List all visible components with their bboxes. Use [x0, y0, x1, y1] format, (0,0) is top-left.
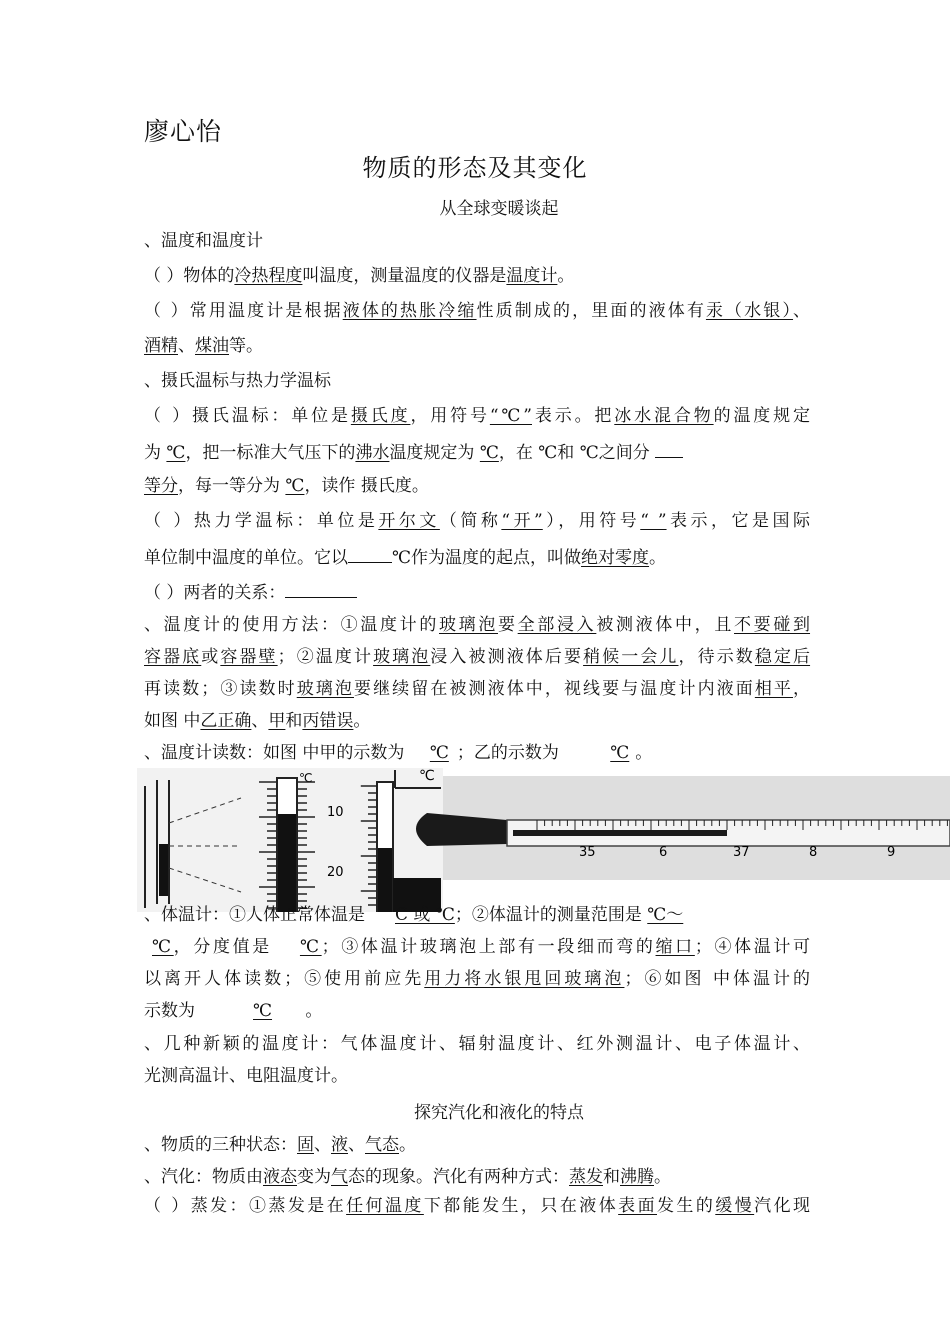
para-scales-heading: 、摄氏温标与热力学温标 [144, 371, 331, 391]
unit-label-b: ℃ [419, 768, 435, 784]
thermometer-figure [137, 768, 950, 912]
para-scale-relation: （ ）两者的关系： [144, 579, 810, 603]
para-temperature-definition: （ ）物体的冷热程度叫温度，测量温度的仪器是温度计。 [144, 266, 575, 286]
para-celsius-scale-2: 为 ℃，把一标准大气压下的沸水温度规定为 ℃，在 ℃和 ℃之间分 [144, 439, 810, 463]
para-celsius-scale-3: 等分，每一等分为 ℃，读作 摄氏度。 [144, 476, 429, 496]
unit-label-a: ℃ [299, 771, 313, 785]
para-kelvin-scale-2: 单位制中温度的单位。它以 ℃作为温度的起点，叫做绝对零度。 [144, 544, 810, 568]
para-usage-3: 再读数；③读数时玻璃泡要继续留在被测液体中，视线要与温度计内液面相平， [144, 679, 811, 699]
section-title-global-warming: 从全球变暖谈起 [439, 199, 559, 219]
para-thermometer-principle: （ ）常用温度计是根据液体的热胀冷缩性质制成的，里面的液体有汞（水银）、 [144, 301, 811, 321]
clinical-tick-39: 9 [887, 845, 896, 860]
para-evaporation: （ ）蒸发：①蒸发是在任何温度下都能发生，只在液体表面发生的缓慢汽化现 [144, 1196, 811, 1216]
para-vaporization: 、汽化：物质由液态变为气态的现象。汽化有两种方式：蒸发和沸腾。 [144, 1167, 671, 1187]
para-clinical-1: 、体温计：①人体正常体温是 C 或 ℃；②体温计的测量范围是 ℃～ [144, 905, 684, 925]
section-title-vaporization: 探究汽化和液化的特点 [414, 1103, 584, 1123]
para-kelvin-scale-1: （ ）热力学温标：单位是开尔文（简称“开”），用符号“ ”表示，它是国际 [144, 511, 811, 531]
para-clinical-2: ℃，分度值是 ℃；③体温计玻璃泡上部有一段细而弯的缩口；④体温计可 [152, 937, 811, 957]
para-thermometer-liquids: 酒精、煤油等。 [144, 336, 263, 356]
para-new-thermometers-1: 、几种新颖的温度计：气体温度计、辐射温度计、红外测温计、电子体温计、 [144, 1034, 810, 1054]
clinical-tick-35: 35 [579, 845, 596, 860]
para-usage-4: 如图 中乙正确、甲和丙错误。 [144, 711, 371, 731]
clinical-tick-36: 6 [659, 845, 668, 860]
author-name: 廖心怡 [144, 117, 223, 146]
para-new-thermometers-2: 光测高温计、电阻温度计。 [144, 1066, 348, 1086]
para-clinical-4: 示数为 ℃ 。 [144, 1001, 323, 1021]
clinical-tick-37: 37 [733, 845, 750, 860]
document-title: 物质的形态及其变化 [362, 154, 588, 182]
para-usage-1: 、温度计的使用方法：①温度计的玻璃泡要全部浸入被测液体中，且不要碰到 [144, 615, 811, 635]
clinical-tick-38: 8 [809, 845, 818, 860]
para-reading: 、温度计读数：如图 中甲的示数为 ℃ ；乙的示数为 ℃ 。 [144, 743, 653, 763]
para-temperature-heading: 、温度和温度计 [144, 231, 263, 251]
para-celsius-scale-1: （ ）摄氏温标：单位是摄氏度，用符号“℃”表示。把冰水混合物的温度规定 [144, 406, 811, 426]
para-usage-2: 容器底或容器壁；②温度计玻璃泡浸入被测液体后要稍候一会儿，待示数稳定后 [144, 647, 811, 667]
scale-label-10: 10 [327, 805, 344, 820]
para-three-states: 、物质的三种状态：固、液、气态。 [144, 1135, 416, 1155]
para-clinical-3: 以离开人体读数；⑤使用前应先用力将水银甩回玻璃泡；⑥如图 中体温计的 [144, 969, 811, 989]
scale-label-20: 20 [327, 865, 344, 880]
